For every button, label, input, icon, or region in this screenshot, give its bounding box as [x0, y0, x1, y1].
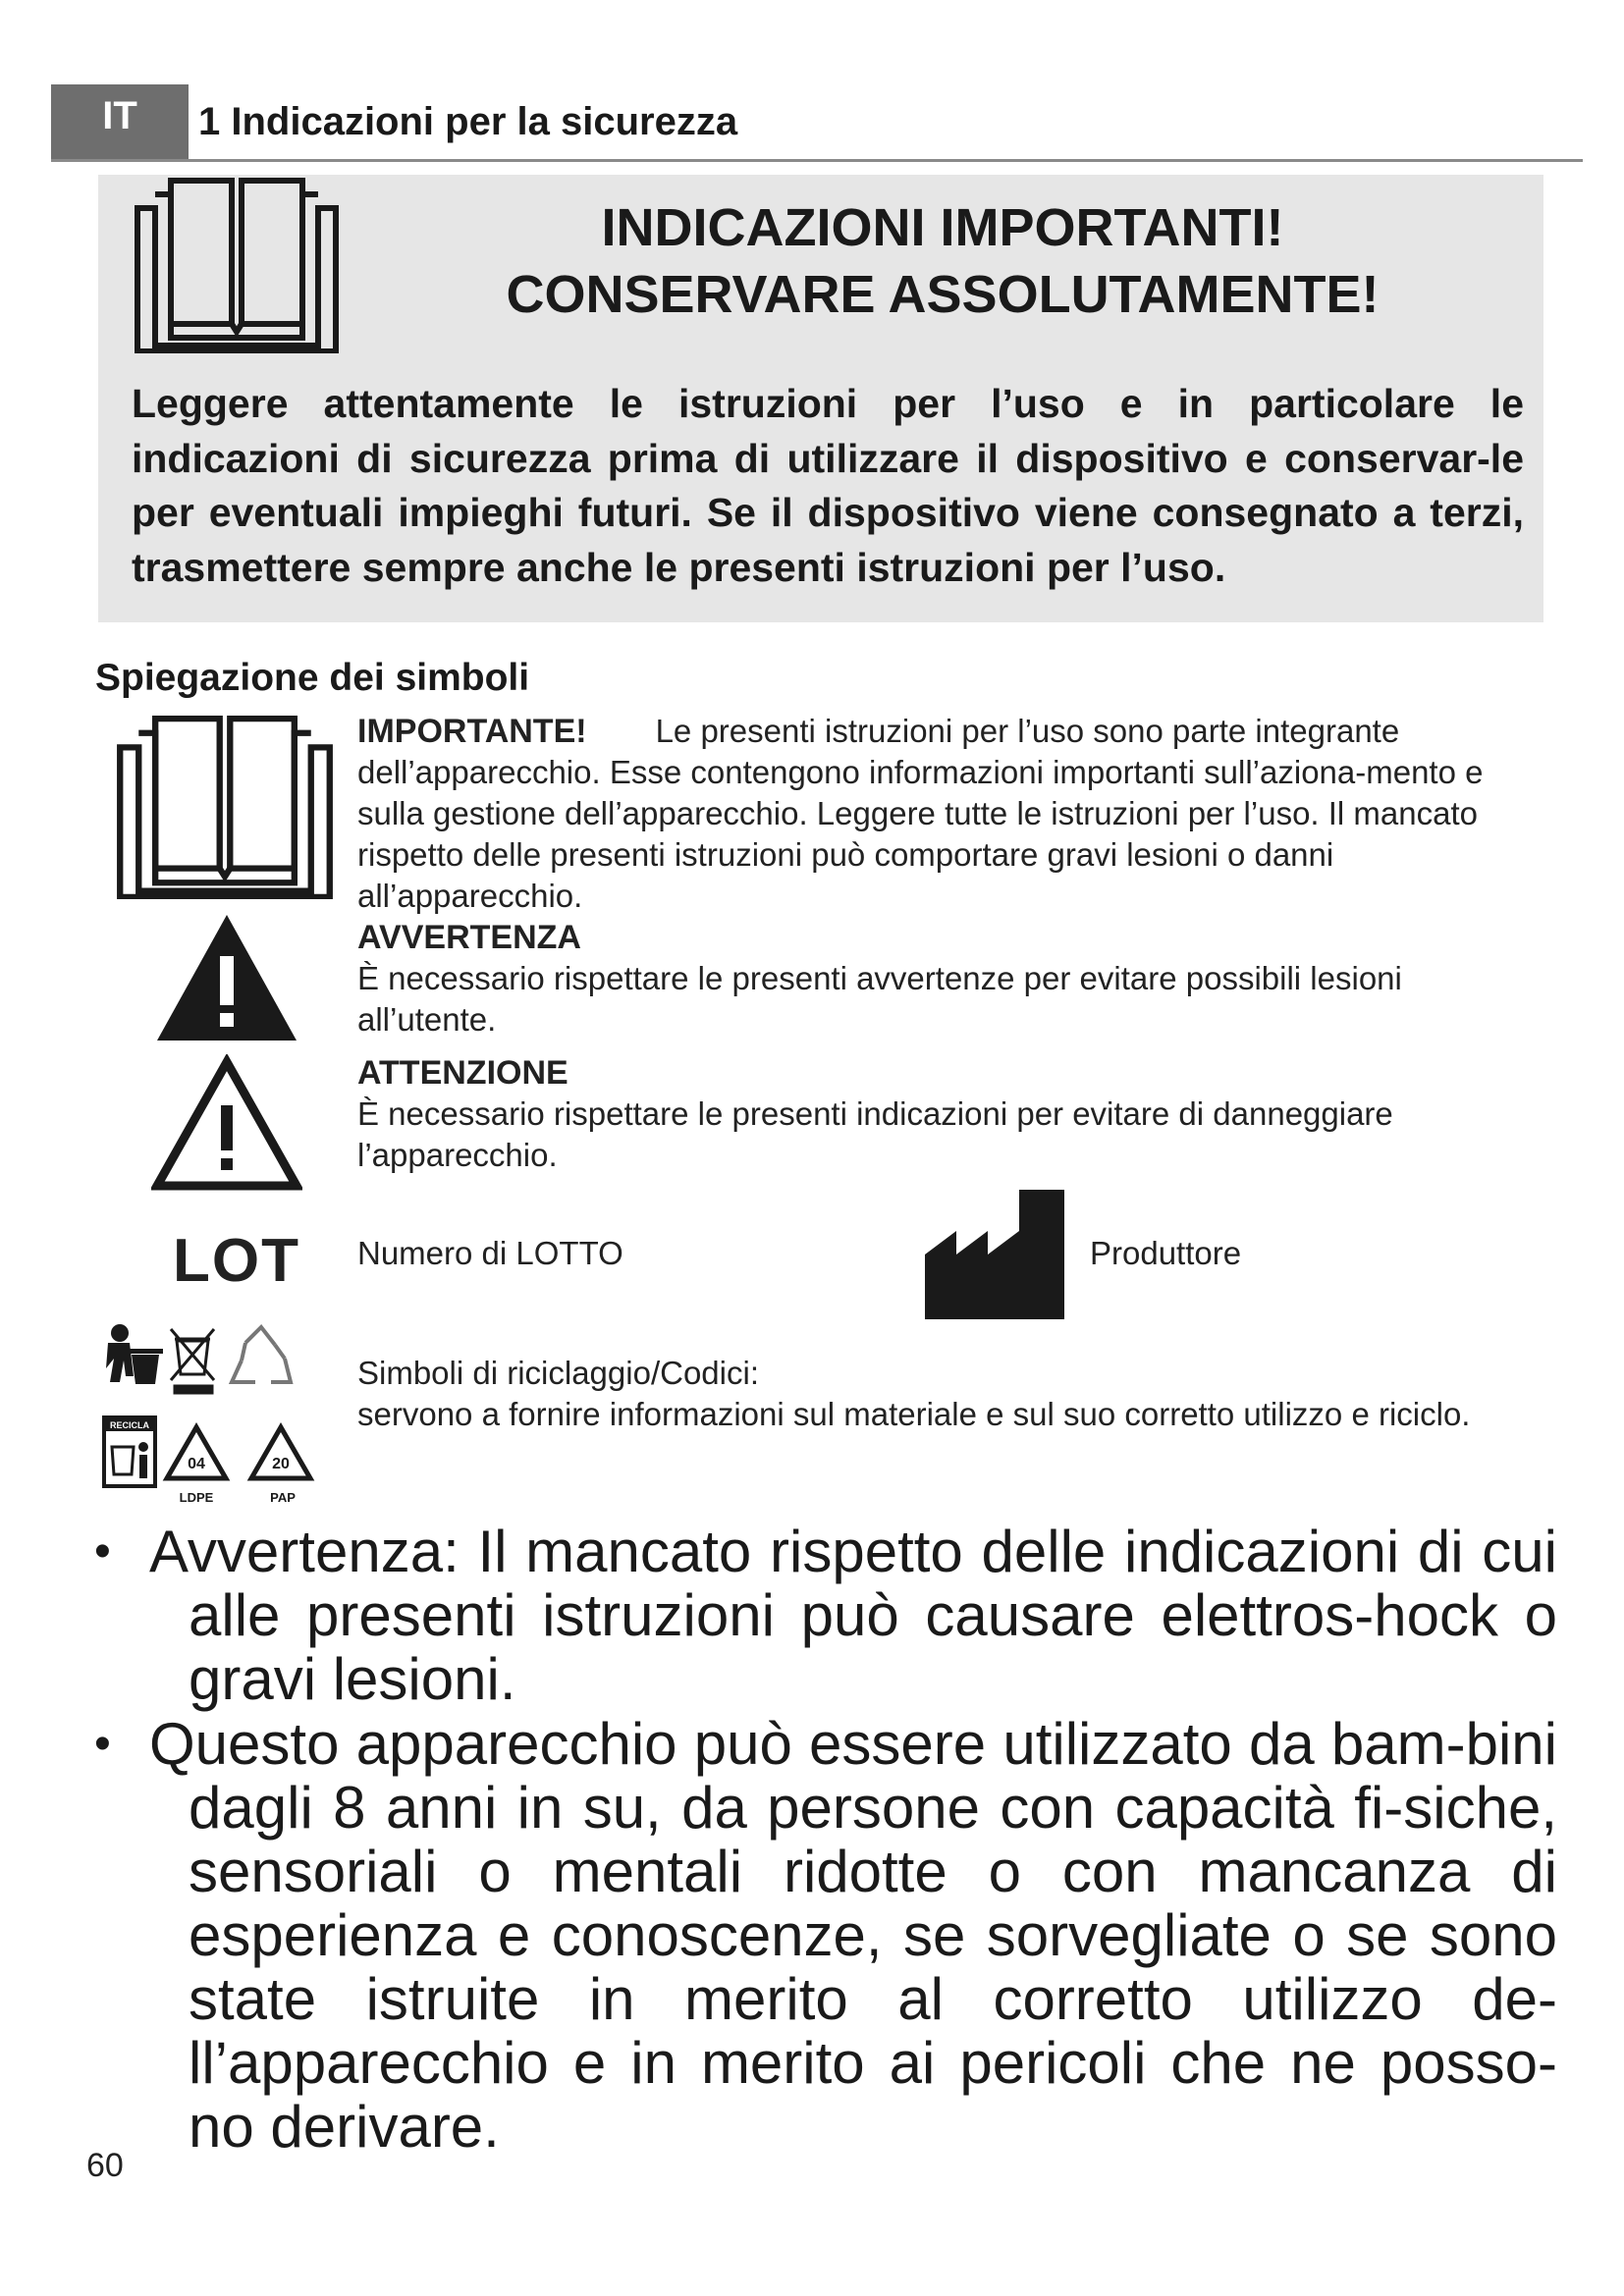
page-number: 60 [86, 2147, 124, 2184]
bullet-dot-icon: • [94, 1718, 111, 1770]
open-book-icon [134, 177, 340, 353]
bullet-dot-icon: • [94, 1525, 111, 1577]
caution-outline-icon [151, 1054, 302, 1192]
bullet-item [94, 1520, 1557, 1711]
warning-symbol-description [357, 917, 1524, 1041]
manufacturer-factory-icon [923, 1186, 1066, 1321]
header-divider [51, 159, 1583, 162]
ldpe-04-icon [167, 1427, 226, 1505]
important-label: IMPORTANTE! [357, 713, 587, 750]
manual-book-icon [116, 715, 334, 899]
warning-text: È necessario rispettare le presenti avvertenze per evitare possibili lesioni all’utente. [357, 960, 1402, 1038]
recicla-text: RECICLA [110, 1420, 149, 1430]
pap-20-icon [251, 1427, 310, 1505]
important-text: Leggere attentamente le istruzioni per l’uso e in particolare le indicazioni di sicurezza prima di utilizzare il dispositivo e conservar-le per eventuali impieghi futuri. Se il dispositivo viene consegnato a terzi, trasmettere sempre anche le presenti istruzioni per l’uso. [132, 381, 1524, 590]
pap-number: 20 [272, 1456, 290, 1472]
manufacturer-label: Produttore [1090, 1235, 1242, 1271]
symbols-title: Spiegazione dei simboli [95, 657, 530, 699]
ldpe-label: LDPE [179, 1490, 214, 1505]
keep-heading: CONSERVARE ASSOLUTAMENTE! [506, 265, 1380, 324]
recycling-symbol-description [357, 1353, 1524, 1435]
pap-label: PAP [270, 1490, 296, 1505]
lot-label: Numero di LOTTO [357, 1235, 623, 1271]
important-text-rest: dell’apparecchio. Esse contengono informazioni importanti sull’aziona-mento e sulla gestione dell’apparecchio. Leggere tutte le istruzioni per l’uso. Il mancato rispetto delle presenti istruzioni può comportare gravi lesioni o danni all’apparecchio. [357, 754, 1484, 914]
recicla-icon [104, 1417, 155, 1486]
warning-filled-icon [153, 911, 300, 1044]
recycling-icons [98, 1321, 350, 1514]
bullet-text: Avvertenza: Il mancato rispetto delle indicazioni di cui alle presenti istruzioni può causare elettros-hock o gravi lesioni. [149, 1519, 1557, 1712]
recycling-text: servono a fornire informazioni sul materiale e sul suo corretto utilizzo e riciclo. [357, 1396, 1471, 1432]
important-text-first: Le presenti istruzioni per l’uso sono parte integrante [655, 713, 1400, 749]
language-tab: IT [51, 84, 189, 161]
lot-symbol: LOT [173, 1227, 300, 1295]
recycling-label: Simboli di riciclaggio/Codici: [357, 1355, 759, 1391]
bullet-text: Questo apparecchio può essere utilizzato da bam-bini dagli 8 anni in su, da persone con capacità fi-siche, sensoriali o mentali ridotte o con mancanza di esperienza e conoscenze, se sorvegliate o se sono state istruite in merito al corretto utilizzo de-ll’apparecchio e in merito ai pericoli che ne posso-no derivare. [149, 1711, 1557, 2160]
important-symbol-description [357, 711, 1524, 917]
caution-text: È necessario rispettare le presenti indicazioni per evitare di danneggiare l’apparecchio. [357, 1095, 1393, 1173]
ldpe-number: 04 [188, 1456, 205, 1472]
recycle-arrows-icon [232, 1327, 291, 1382]
warning-label: AVVERTENZA [357, 919, 581, 956]
bullet-item [94, 1712, 1557, 2159]
caution-label: ATTENZIONE [357, 1054, 568, 1092]
important-heading: INDICAZIONI IMPORTANTI! [601, 198, 1284, 257]
tidyman-icon [106, 1324, 163, 1384]
caution-symbol-description [357, 1052, 1524, 1176]
crossed-bin-icon [171, 1329, 214, 1393]
section-title: 1 Indicazioni per la sicurezza [198, 100, 738, 143]
